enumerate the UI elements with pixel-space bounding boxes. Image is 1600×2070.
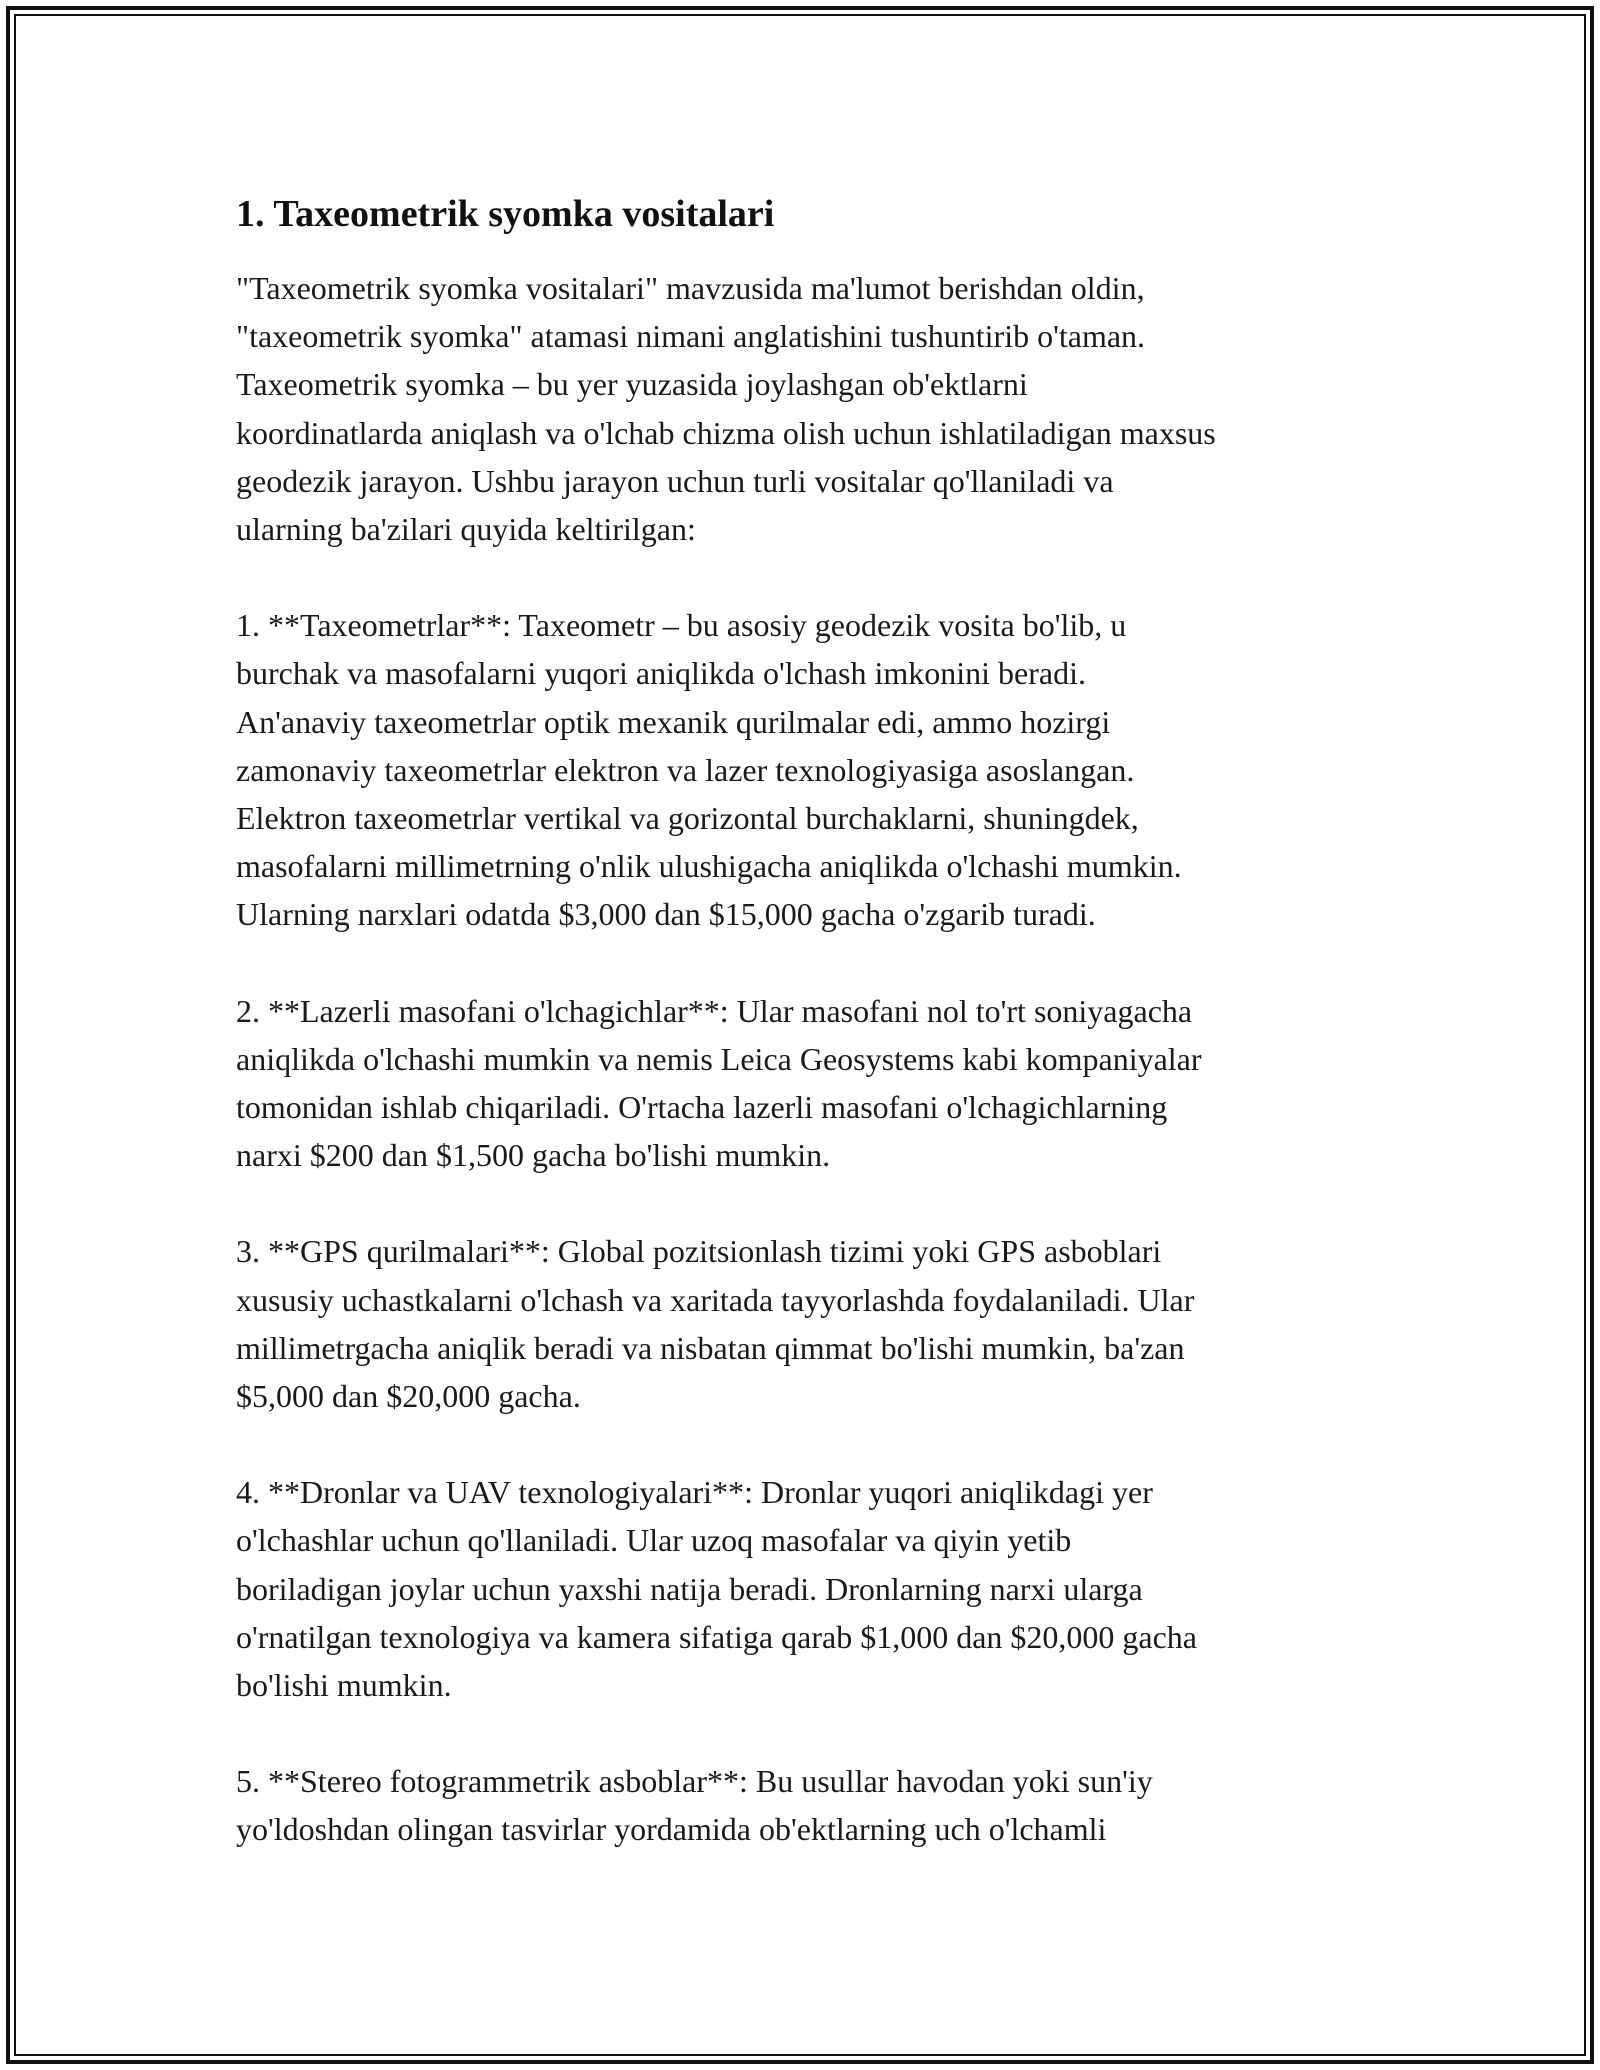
item-line: narxi $200 dan $1,500 gacha bo'lishi mumkin. [236,1137,831,1174]
item-line: Ularning narxlari odatda $3,000 dan $15,000 gacha o'zgarib turadi. [236,896,1096,933]
item-line: zamonaviy taxeometrlar elektron va lazer texnologiyasiga asoslangan. [236,751,1135,788]
section-heading: 1. Taxeometrik syomka vositalari [236,193,775,235]
intro-paragraph [236,264,1366,553]
intro-line: "Taxeometrik syomka vositalari" mavzusida ma'lumot berishdan oldin, [236,270,1145,306]
item-line: xususiy uchastkalarni o'lchash va xaritada tayyorlashda foydalaniladi. Ular [236,1281,1195,1318]
item-line: Elektron taxeometrlar vertikal va gorizontal burchaklarni, shuningdek, [236,800,1139,837]
intro-line: geodezik jarayon. Ushbu jarayon uchun turli vositalar qo'llaniladi va [236,462,1114,499]
list-item-gps-qurilmalari [236,1227,1366,1420]
intro-line: Taxeometrik syomka – bu yer yuzasida joylashgan ob'ektlarni [236,366,1028,403]
item-line: boriladigan joylar uchun yaxshi natija beradi. Dronlarning narxi ularga [236,1570,1143,1607]
item-line: millimetrgacha aniqlik beradi va nisbatan qimmat bo'lishi mumkin, ba'zan [236,1329,1185,1366]
item-line: 5. **Stereo fotogrammetrik asboblar**: Bu usullar havodan yoki sun'iy [236,1763,1153,1800]
intro-line: "taxeometrik syomka" atamasi nimani anglatishini tushuntirib o'taman. [236,318,1146,355]
item-line: bo'lishi mumkin. [236,1667,452,1704]
document-body [236,190,1366,1902]
item-line: 4. **Dronlar va UAV texnologiyalari**: Dronlar yuqori aniqlikdagi yer [236,1474,1153,1511]
intro-line: koordinatlarda aniqlash va o'lchab chizma olish uchun ishlatiladigan maxsus [236,414,1216,451]
list-item-lazerli-masofani [236,987,1366,1180]
item-line: tomonidan ishlab chiqariladi. O'rtacha lazerli masofani o'lchagichlarning [236,1089,1168,1126]
intro-line: ularning ba'zilari quyida keltirilgan: [236,511,696,548]
item-line: $5,000 dan $20,000 gacha. [236,1378,581,1415]
list-item-dronlar [236,1468,1366,1709]
item-line: o'rnatilgan texnologiya va kamera sifatiga qarab $1,000 dan $20,000 gacha [236,1618,1197,1655]
item-line: 1. **Taxeometrlar**: Taxeometr – bu asosiy geodezik vosita bo'lib, u [236,607,1127,644]
list-item-taxeometrlar [236,601,1366,938]
item-line: An'anaviy taxeometrlar optik mexanik qurilmalar edi, ammo hozirgi [236,703,1111,740]
item-line: 2. **Lazerli masofani o'lchagichlar**: Ular masofani nol to'rt soniyagacha [236,992,1193,1029]
list-item-stereo-fotogrammetrik [236,1757,1366,1853]
item-line: yo'ldoshdan olingan tasvirlar yordamida ob'ektlarning uch o'lchamli [236,1811,1107,1848]
item-line: aniqlikda o'lchashi mumkin va nemis Leica Geosystems kabi kompaniyalar [236,1040,1202,1077]
item-line: o'lchashlar uchun qo'llaniladi. Ular uzoq masofalar va qiyin yetib [236,1522,1072,1559]
item-line: 3. **GPS qurilmalari**: Global pozitsionlash tizimi yoki GPS asboblari [236,1233,1162,1270]
item-line: burchak va masofalarni yuqori aniqlikda o'lchash imkonini beradi. [236,655,1086,692]
item-line: masofalarni millimetrning o'nlik ulushigacha aniqlikda o'lchashi mumkin. [236,848,1182,885]
